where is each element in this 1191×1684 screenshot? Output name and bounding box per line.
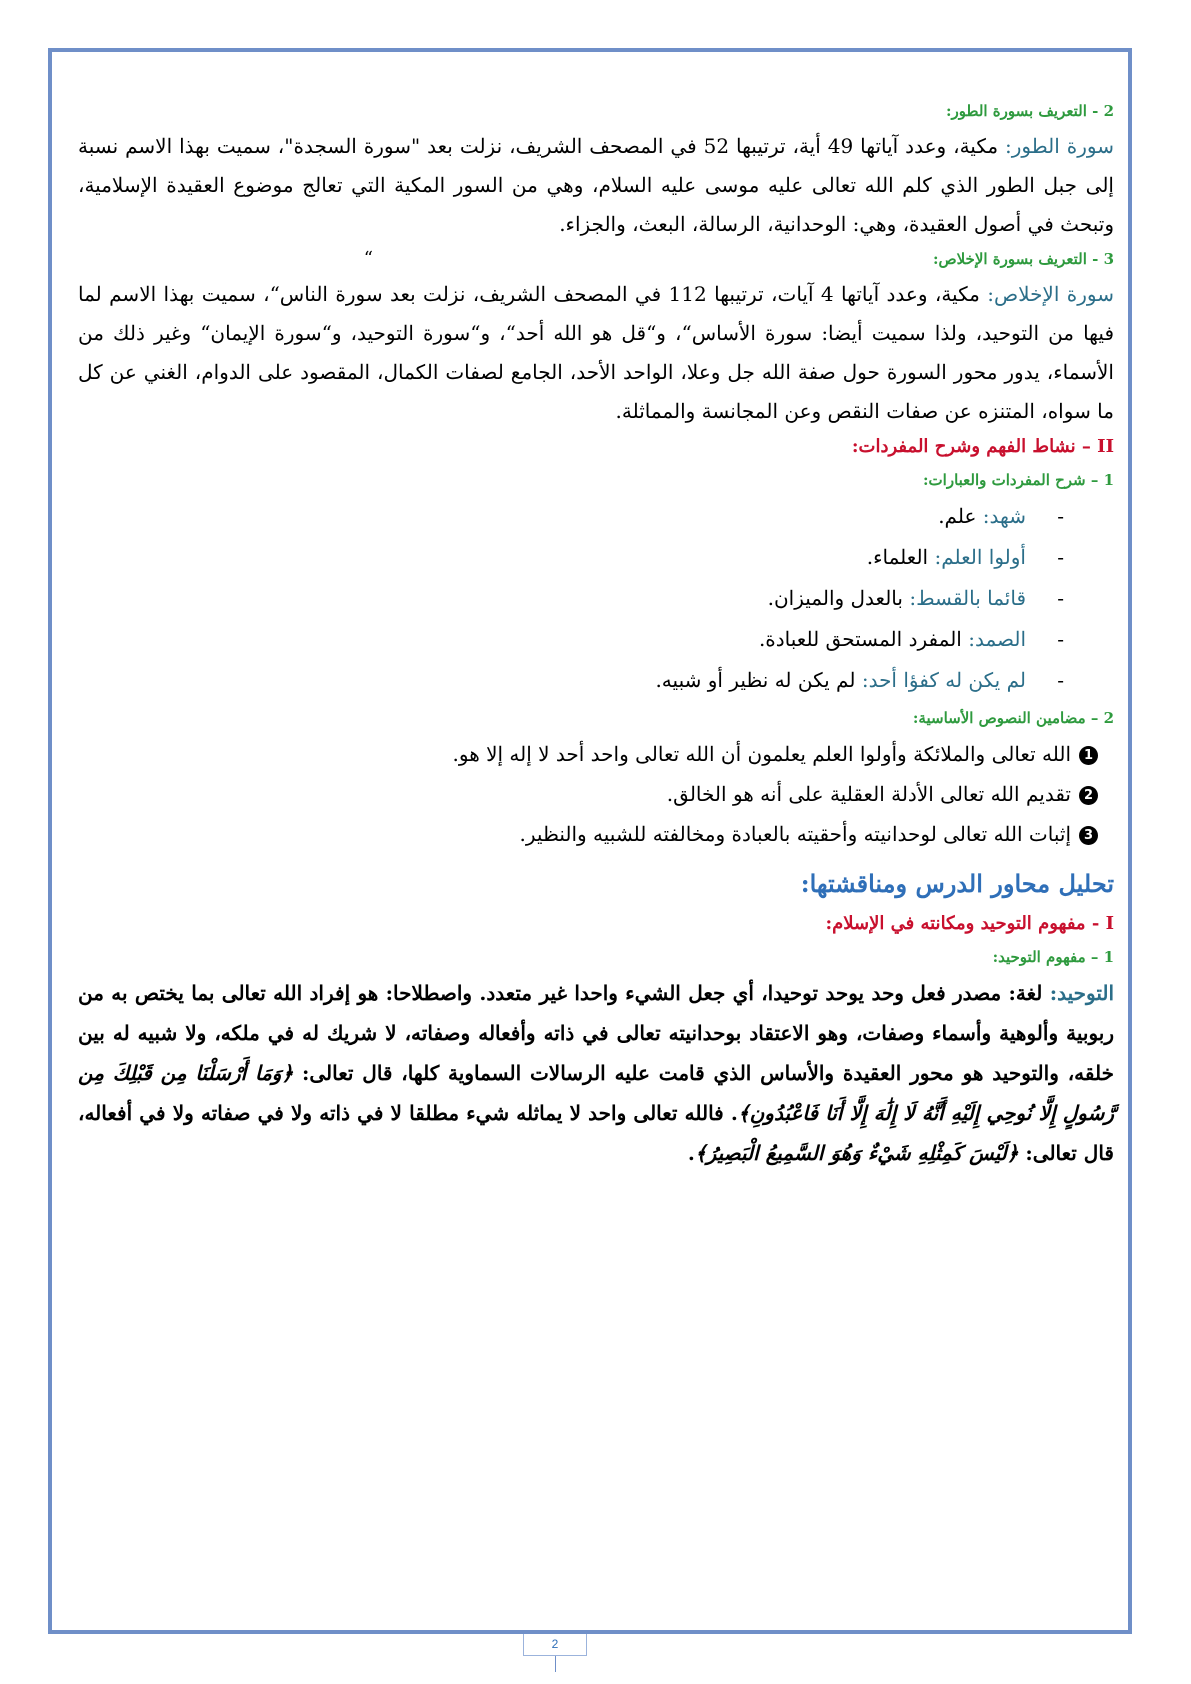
vocab-term: الصمد: [968, 627, 1026, 651]
vocab-term: أولوا العلم: [934, 545, 1026, 569]
vocab-list [78, 496, 1114, 701]
heading-themes: 2 – مضامين النصوص الأساسية: [912, 709, 1114, 727]
vocab-term: لم يكن له كفؤا أحد: [861, 668, 1026, 692]
quran-quote-2: ﴿لَيْسَ كَمِثْلِهِ شَيْءٌ وَهُوَ السَّمِيعُ الْبَصِيرُ﴾ [694, 1141, 1019, 1165]
dash-bullet: - [1057, 504, 1064, 528]
text-tur: مكية، وعدد آياتها 49 أية، ترتيبها 52 في المصحف الشريف، نزلت بعد "سورة السجدة"، سميت بهذا الاسم نسبة إلى جبل الطور الذي كلم الله تعالى عليه موسى عليه السلام، وهي من السور المكية التي تعالج موضوع العقيدة الإسلامية، وتبحث في أصول العقيدة، وهي: الوحدانية، الرسالة، البعث، والجزاء. [78, 134, 1114, 236]
text-tawhid-3: . [687, 1141, 695, 1165]
quran-quote-1: ﴿وَمَا أَرْسَلْنَا مِن قَبْلِكَ مِن رَّسُولٍ إِلَّا نُوحِي إِلَيْهِ أَنَّهُ لَا إِلَٰهَ إِلَّا أَنَا فَاعْبُدُونِ﴾ [78, 1061, 1114, 1125]
page-content [78, 100, 1114, 1177]
page-number: 2 [523, 1634, 587, 1656]
list-item [78, 660, 1064, 701]
theme-text: تقديم الله تعالى الأدلة العقلية على أنه هو الخالق. [666, 782, 1071, 806]
vocab-definition: بالعدل والميزان. [767, 586, 910, 610]
number-three-icon: 3 [1079, 826, 1098, 845]
stray-quote-mark: “ [363, 248, 373, 269]
dash-bullet: - [1057, 627, 1064, 651]
list-item [78, 578, 1064, 619]
page-number-tick [555, 1656, 556, 1672]
heading-tawhid-definition: 1 – مفهوم التوحيد: [992, 948, 1114, 966]
number-two-icon: 2 [1079, 786, 1098, 805]
list-item [78, 496, 1064, 537]
vocab-definition: لم يكن له نظير أو شبيه. [655, 668, 862, 692]
text-ikhlas: مكية، وعدد آياتها 4 آيات، ترتيبها 112 في المصحف الشريف، نزلت بعد سورة الناس“، سميت بهذا الاسم لما فيها من التوحيد، ولذا سميت أيضا: سورة الأساس“، و“قل هو الله أحد“، و“سورة التوحيد، و“سورة الإيمان“ وغير ذلك من الأسماء، يدور محور السورة حول صفة الله جل وعلا، الواحد الأحد، الجامع لصفات الكمال، المقصود على الدوام، الغني عن كل ما سواه، المتنزه عن صفات النقص وعن المجانسة والمماثلة. [78, 282, 1114, 423]
dash-bullet: - [1057, 668, 1064, 692]
heading-understanding: II – نشاط الفهم وشرح المفردات: [851, 436, 1114, 457]
list-item [78, 774, 1098, 814]
heading-ikhlas-label: 3 - التعريف بسورة الإخلاص: [932, 250, 1114, 268]
paragraph-tawhid [78, 973, 1114, 1173]
paragraph-ikhlas [78, 275, 1114, 431]
list-item [78, 619, 1064, 660]
text-tawhid-1: لغة: مصدر فعل وحد يوحد توحيدا، أي جعل الشيء واحدا غير متعدد. واصطلاحا: هو إفراد الله تعالى بما يختص به من ربوبية وألوهية وأسماء وصفات، وهو الاعتقاد بوحدانيته تعالى في ذاته وأفعاله وصفاته، لا شريك له في ملكه، ولا شبيه له بين خلقه، والتوحيد هو محور العقيدة والأساس الذي قامت عليه الرسالات السماوية كلها، قال تعالى: [78, 981, 1114, 1085]
vocab-term: شهد: [982, 504, 1026, 528]
heading-tur: 2 - التعريف بسورة الطور: [945, 102, 1114, 120]
theme-text: الله تعالى والملائكة وأولوا العلم يعلمون أن الله تعالى واحد أحد لا إله إلا هو. [452, 742, 1071, 766]
term-ikhlas: سورة الإخلاص: [987, 282, 1114, 306]
number-one-icon: 1 [1079, 746, 1098, 765]
text-tawhid-2: . فالله تعالى واحد لا يماثله شيء مطلقا لا في ذاته ولا في صفاته ولا في أفعاله، قال تعالى: [78, 1101, 1114, 1165]
vocab-definition: علم. [938, 504, 983, 528]
heading-analysis: تحليل محاور الدرس ومناقشتها: [800, 869, 1114, 898]
vocab-definition: المفرد المستحق للعبادة. [758, 627, 969, 651]
heading-vocab: 1 – شرح المفردات والعبارات: [923, 471, 1114, 489]
dash-bullet: - [1057, 586, 1064, 610]
list-item [78, 814, 1098, 854]
theme-text: إثبات الله تعالى لوحدانيته وأحقيته بالعبادة ومخالفته للشبيه والنظير. [519, 822, 1071, 846]
vocab-term: قائما بالقسط: [909, 586, 1026, 610]
list-item [78, 537, 1064, 578]
dash-bullet: - [1057, 545, 1064, 569]
heading-tawhid-concept: I - مفهوم التوحيد ومكانته في الإسلام: [825, 913, 1114, 934]
list-item [78, 734, 1098, 774]
themes-list [78, 734, 1114, 854]
paragraph-tur [78, 127, 1114, 244]
heading-ikhlas [78, 248, 1114, 270]
term-tur: سورة الطور: [1005, 134, 1114, 158]
term-tawhid: التوحيد: [1049, 981, 1114, 1005]
vocab-definition: العلماء. [866, 545, 935, 569]
